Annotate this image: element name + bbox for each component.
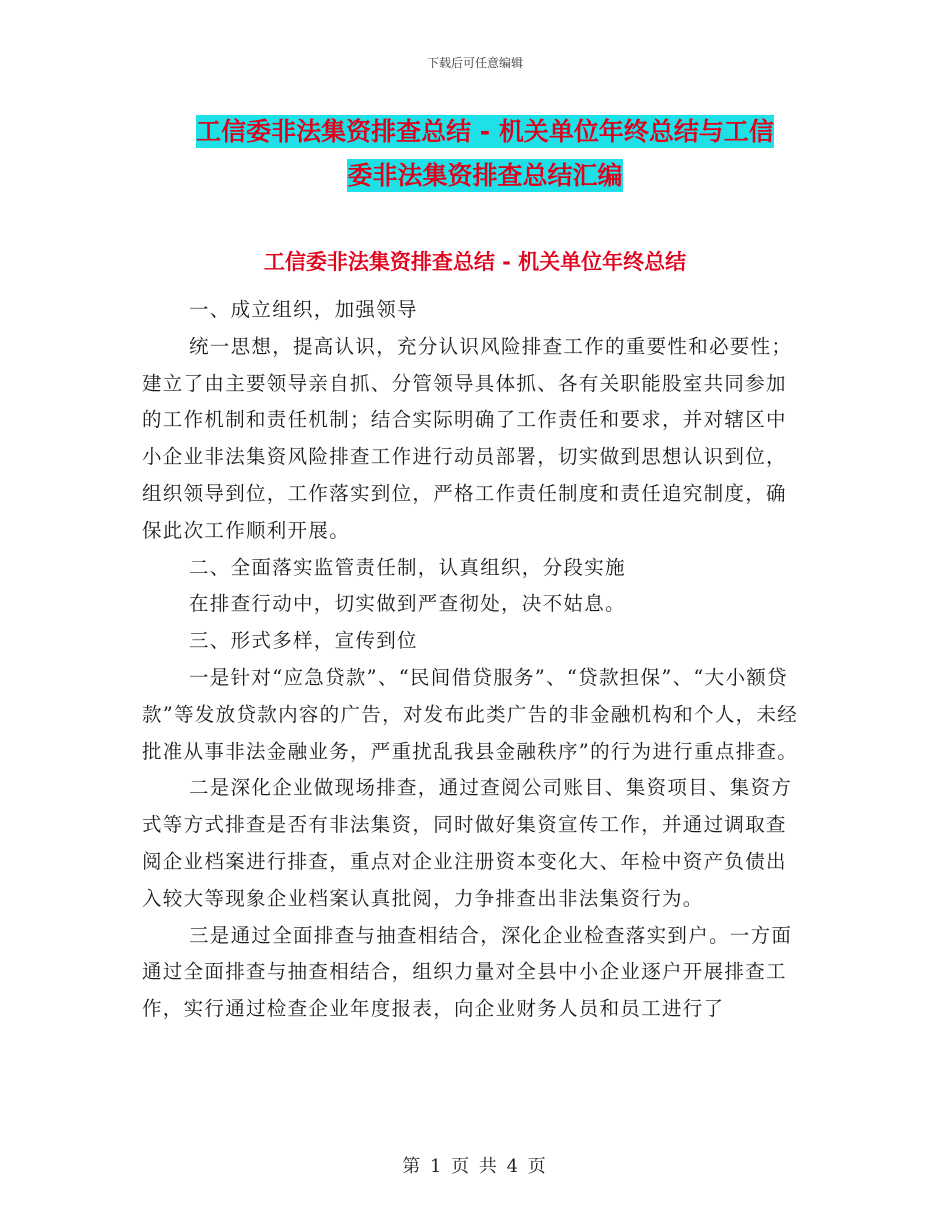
document-title-line-1: 工信委非法集资排查总结 - 机关单位年终总结与工信 (196, 117, 774, 146)
page-number-footer: 第 1 页 共 4 页 (402, 1156, 548, 1177)
document-body (142, 292, 802, 1028)
heading-3: 三、形式多样，宣传到位 (189, 629, 418, 653)
document-title-line-2: 委非法集资排查总结汇编 (347, 161, 623, 190)
paragraph: 一是针对“应急贷款”、“民间借贷服务”、“贷款担保”、“大小额贷款”等发放贷款内容的广告，对发布此类广告的非金融机构和个人，未经批准从事非法金融业务，严重扰乱我县金融秩序”的行为进行重点排查。 (142, 665, 799, 763)
paragraph: 二是深化企业做现场排查，通过查阅公司账目、集资项目、集资方式等方式排查是否有非法集资，同时做好集资宣传工作，并通过调取查阅企业档案进行排查，重点对企业注册资本变化大、年检中资产负债出入较大等现象企业档案认真批阅，力争排查出非法集资行为。 (142, 776, 793, 910)
paragraph: 三是通过全面排查与抽查相结合，深化企业检查落实到户。一方面通过全面排查与抽查相结合，组织力量对全县中小企业逐户开展排查工作，实行通过检查企业年度报表，向企业财务人员和员工进行了 (142, 923, 793, 1021)
heading-1: 一、成立组织，加强领导 (189, 298, 418, 321)
document-title (140, 110, 830, 198)
paragraph: 在排查行动中，切实做到严查彻处，决不姑息。 (189, 592, 626, 616)
section-title: 工信委非法集资排查总结 - 机关单位年终总结 (263, 250, 687, 274)
paragraph: 统一思想，提高认识，充分认识风险排查工作的重要性和必要性；建立了由主要领导亲自抓、分管领导具体抓、各有关职能股室共同参加的工作机制和责任机制；结合实际明确了工作责任和要求，并对辖区中小企业非法集资风险排查工作进行动员部署，切实做到思想认识到位，组织领导到位，工作落实到位，严格工作责任制度和责任追究制度，确保此次工作顺利开展。 (142, 334, 793, 542)
header-note: 下载后可任意编辑 (426, 56, 523, 70)
heading-2: 二、全面落实监管责任制，认真组织，分段实施 (189, 555, 626, 579)
